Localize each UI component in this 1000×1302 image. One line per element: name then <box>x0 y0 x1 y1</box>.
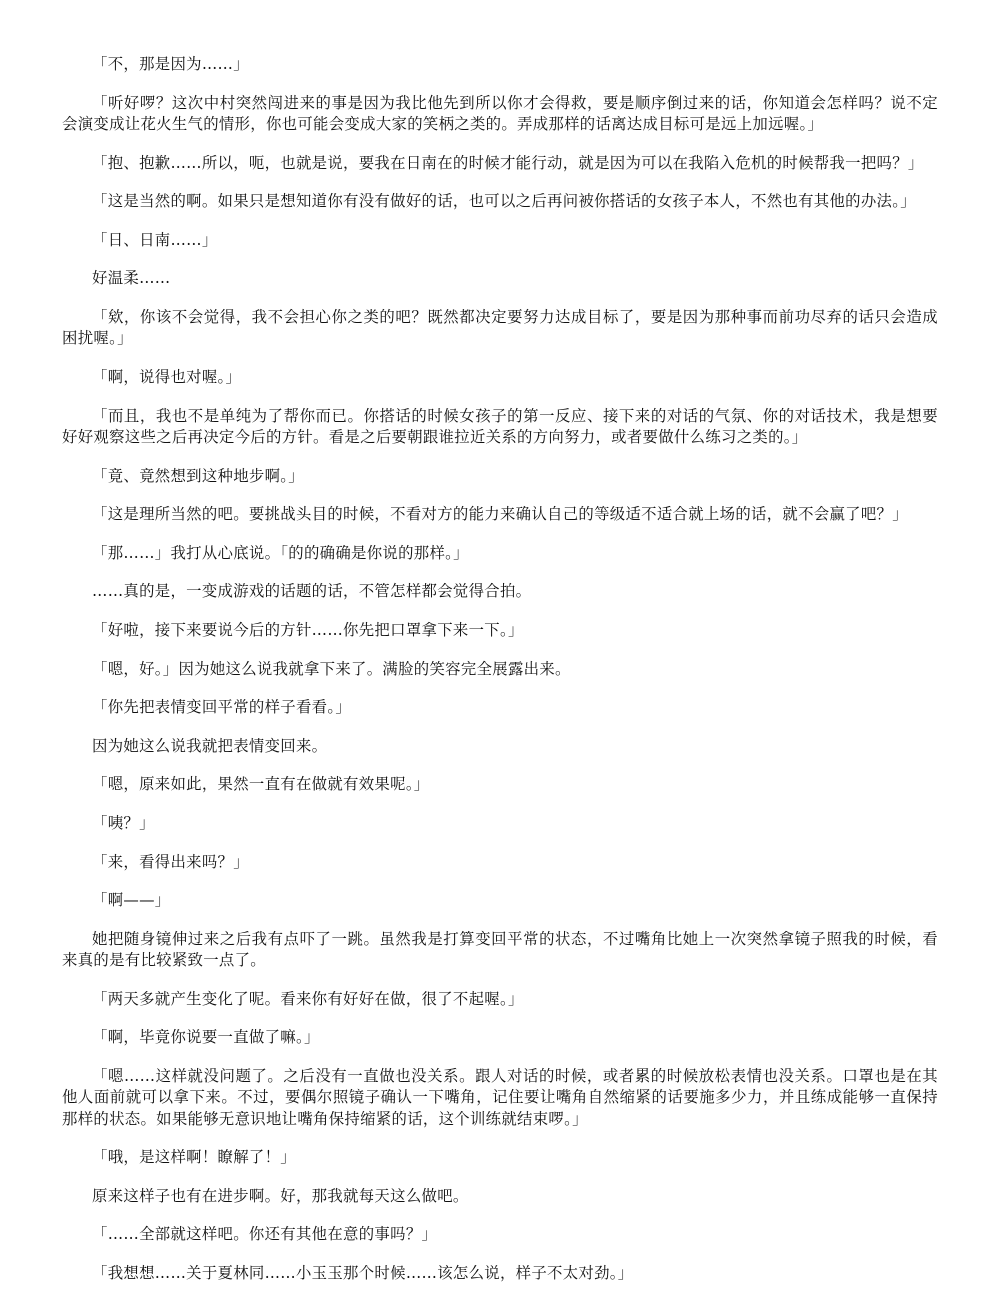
paragraph: 她把随身镜伸过来之后我有点吓了一跳。虽然我是打算变回平常的状态，不过嘴角比她上一次突然拿镜子照我的时候，看来真的是有比较紧致一点了。 <box>62 929 938 970</box>
paragraph: 「啊，说得也对喔。」 <box>92 367 242 386</box>
paragraph: 好温柔…… <box>92 269 171 288</box>
paragraph: 「哦，是这样啊！瞭解了！」 <box>92 1148 296 1167</box>
paragraph: 「你先把表情变回平常的样子看看。」 <box>92 698 352 717</box>
paragraph: 「竟、竟然想到这种地步啊。」 <box>92 466 304 485</box>
paragraph: 「咦？」 <box>92 813 155 832</box>
paragraph: 「我想想……关于夏林同……小玉玉那个时候……该怎么说，样子不太对劲。」 <box>92 1264 634 1283</box>
paragraph: 「日、日南……」 <box>92 230 218 249</box>
paragraph: 原来这样子也有在进步啊。好，那我就每天这么做吧。 <box>92 1186 469 1205</box>
paragraph: 「啊，毕竟你说要一直做了嘛。」 <box>92 1028 320 1047</box>
paragraph: 「不，那是因为……」 <box>92 55 249 73</box>
paragraph: 「而且，我也不是单纯为了帮你而已。你搭话的时候女孩子的第一反应、接下来的对话的气氛、你的对话技术，我是想要好好观察这些之后再决定今后的方针。看是之后要朝跟谁拉近关系的方向努力，或者要做什么练习之类的。」 <box>62 406 938 446</box>
paragraph: 「两天多就产生变化了呢。看来你有好好在做，很了不起喔。」 <box>92 989 524 1008</box>
paragraph: ……真的是，一变成游戏的话题的话，不管怎样都会觉得合拍。 <box>92 582 532 601</box>
paragraph: 「嗯，原来如此，果然一直有在做就有效果呢。」 <box>92 775 430 794</box>
paragraph: 「嗯……这样就没问题了。之后没有一直做也没关系。跟人对话的时候，或者累的时候放松表情也没关系。口罩也是在其他人面前就可以拿下来。不过，要偶尔照镜子确认一下嘴角，记住要让嘴角自然缩紧的话要施多少力，并且练成能够一直保持那样的状态。如果能够无意识地让嘴角保持缩紧的话，这个训练就结束啰。」 <box>62 1066 938 1128</box>
paragraph: 「那……」我打从心底说。「的的确确是你说的那样。」 <box>92 543 469 562</box>
paragraph: 「抱、抱歉……所以，呃，也就是说，要我在日南在的时候才能行动，就是因为可以在我陷入危机的时候帮我一把吗？」 <box>92 153 924 172</box>
paragraph: 「这是当然的啊。如果只是想知道你有没有做好的话，也可以之后再问被你搭话的女孩子本人，不然也有其他的办法。」 <box>92 192 916 211</box>
paragraph: 「……全部就这样吧。你还有其他在意的事吗？」 <box>92 1225 438 1244</box>
paragraph: 「嗯，好。」因为她这么说我就拿下来了。满脸的笑容完全展露出来。 <box>92 659 571 678</box>
paragraph: 「听好啰？这次中村突然闯进来的事是因为我比他先到所以你才会得救，要是顺序倒过来的话，你知道会怎样吗？说不定会演变成让花火生气的情形，你也可能会变成大家的笑柄之类的。弄成那样的话离达成目标可是远上加远喔。」 <box>62 93 938 133</box>
paragraph: 「啊——」 <box>92 891 171 910</box>
paragraph: 因为她这么说我就把表情变回来。 <box>92 736 328 755</box>
paragraph: 「好啦，接下来要说今后的方针……你先把口罩拿下来一下。」 <box>92 620 524 639</box>
paragraph: 「这是理所当然的吧。要挑战头目的时候，不看对方的能力来确认自己的等级适不适合就上场的话，就不会赢了吧？」 <box>92 505 908 524</box>
paragraph: 「欸，你该不会觉得，我不会担心你之类的吧？既然都决定要努力达成目标了，要是因为那种事而前功尽弃的话只会造成困扰喔。」 <box>62 307 938 348</box>
paragraph: 「来，看得出来吗？」 <box>92 852 249 871</box>
document-page <box>62 54 938 1302</box>
